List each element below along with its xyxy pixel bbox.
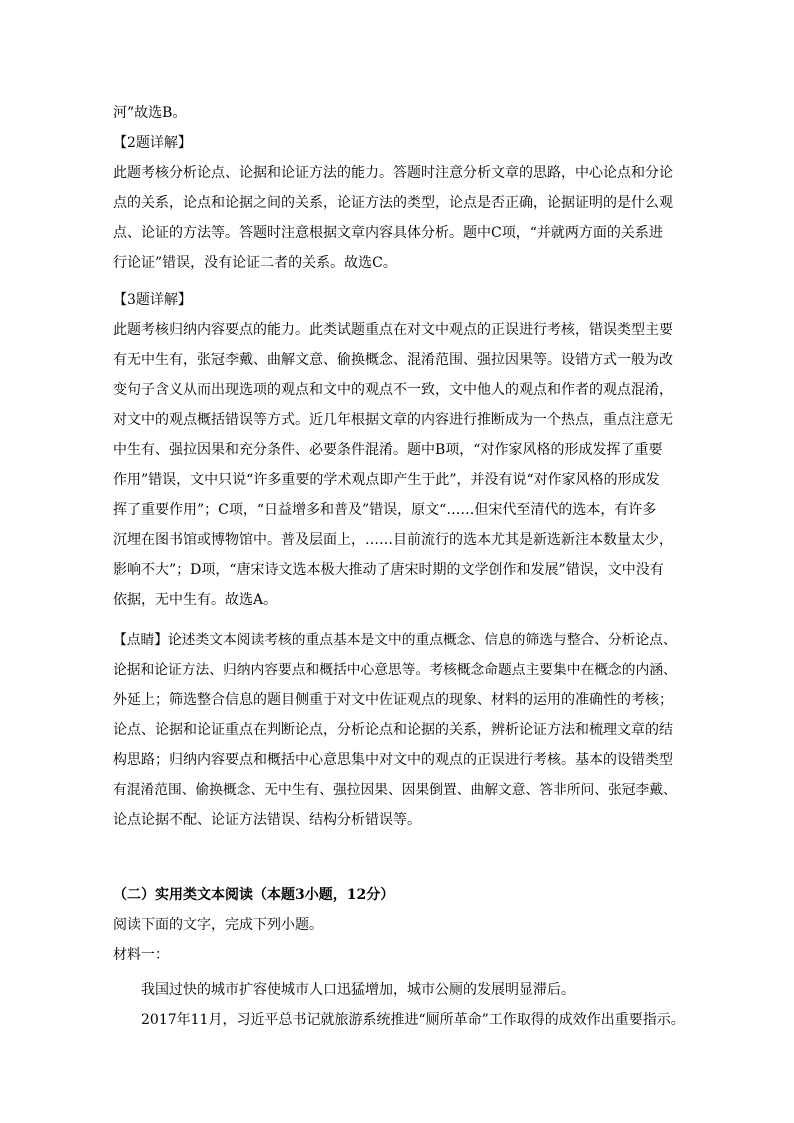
text-line: 阅读下面的文字，完成下列小题。 <box>113 917 323 933</box>
text-line: 2017年11月，习近平总书记就旅游系统推进“厕所革命”工作取得的成效作出重要指示。 <box>141 1012 685 1028</box>
text-line: 我国过快的城市扩容使城市人口迅猛增加，城市公厕的发展明显滞后。 <box>141 982 575 998</box>
text-line: 论点、论据和论证重点在判断论点，分析论点和论据的关系，辨析论证方法和梳理文章的结 <box>113 722 673 738</box>
text-line: 沉埋在图书馆或博物馆中。普及层面上，……目前流行的选本尤其是新选新注本数量太少， <box>113 532 673 548</box>
section-heading: 【3题详解】 <box>113 292 192 308</box>
text-line: 变句子含义从而出现选项的观点和文中的观点不一致，文中他人的观点和作者的观点混淆， <box>113 382 673 398</box>
text-line: 材料一： <box>113 947 169 963</box>
text-line: 此题考核分析论点、论据和论证方法的能力。答题时注意分析文章的思路，中心论点和分论 <box>113 165 673 181</box>
text-line: 挥了重要作用”；C项，“日益增多和普及”错误，原文“……但宋代至清代的选本，有许多 <box>113 502 657 518</box>
text-line: 作用”错误，文中只说“许多重要的学术观点即产生于此”，并没有说“对作家风格的形成发 <box>113 472 660 488</box>
text-line: 影响不大”；D项，“唐宋诗文选本极大推动了唐宋时期的文学创作和发展”错误，文中没有 <box>113 562 664 578</box>
text-line: 依据，无中生有。故选A。 <box>113 592 278 608</box>
text-line: 对文中的观点概括错误等方式。近几年根据文章的内容进行推断成为一个热点，重点注意无 <box>113 412 673 428</box>
section-heading: 【2题详解】 <box>113 135 192 151</box>
text-line: 论据和论证方法、归纳内容要点和概括中心意思等。考核概念命题点主要集中在概念的内涵、 <box>113 662 677 678</box>
text-line: 【点睛】论述类文本阅读考核的重点基本是文中的重点概念、信息的筛选与整合、分析论点、 <box>113 632 677 648</box>
text-line: 中生有、强拉因果和充分条件、必要条件混淆。题中B项，“对作家风格的形成发挥了重要 <box>113 442 663 458</box>
section-title: （二）实用类文本阅读（本题3小题，12分） <box>113 887 395 903</box>
text-line: 论点论据不配、论证方法错误、结构分析错误等。 <box>113 812 421 828</box>
text-line: 此题考核归纳内容要点的能力。此类试题重点在对文中观点的正误进行考核，错误类型主要 <box>113 322 673 338</box>
text-line: 有无中生有，张冠李戴、曲解文意、偷换概念、混淆范围、强拉因果等。设错方式一般为改 <box>113 352 673 368</box>
text-line: 河”故选B。 <box>113 105 187 121</box>
text-line: 行论证”错误，没有论证二者的关系。故选C。 <box>113 255 397 271</box>
text-line: 点、论证的方法等。答题时注意根据文章内容具体分析。题中C项，“并就两方面的关系进 <box>113 225 663 241</box>
text-line: 有混淆范围、偷换概念、无中生有、强拉因果、因果倒置、曲解文意、答非所问、张冠李戴、 <box>113 782 677 798</box>
text-line: 外延上；筛选整合信息的题目侧重于对文中佐证观点的现象、材料的运用的准确性的考核； <box>113 692 673 708</box>
text-line: 构思路；归纳内容要点和概括中心意思集中对文中的观点的正误进行考核。基本的设错类型 <box>113 752 673 768</box>
text-line: 点的关系，论点和论据之间的关系，论证方法的类型，论点是否正确，论据证明的是什么观 <box>113 195 673 211</box>
